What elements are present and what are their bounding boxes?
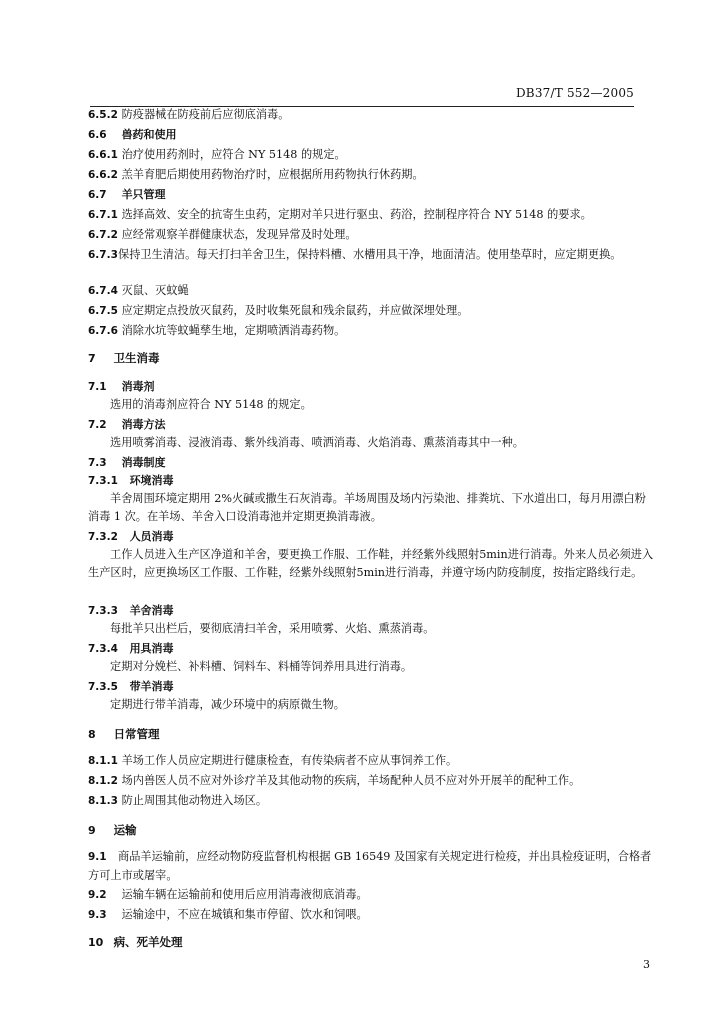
section-number: 7.3 bbox=[88, 457, 107, 469]
section-title: 用具消毒 bbox=[129, 642, 174, 655]
clause-text: 防疫器械在防疫前后应彻底消毒。 bbox=[121, 108, 290, 121]
section-number: 6.7 bbox=[88, 189, 107, 201]
clause-8-1-2 bbox=[88, 772, 654, 790]
clause-text: 选择高效、安全的抗寄生虫药，定期对羊只进行驱虫、药浴，控制程序符合 NY 5148 的要求。 bbox=[121, 208, 592, 221]
clause-number: 9.1 bbox=[88, 851, 107, 863]
clause-6-7-1 bbox=[88, 206, 654, 224]
paragraph-text: 每批羊只出栏后，要彻底清扫羊舍，采用喷雾、火焰、熏蒸消毒。 bbox=[110, 622, 435, 635]
clause-text: 运输车辆在运输前和使用后应用消毒液彻底消毒。 bbox=[121, 888, 368, 901]
clause-text: 消除水坑等蚊蝇孳生地，定期喷洒消毒药物。 bbox=[121, 324, 346, 337]
clause-6-7-3 bbox=[88, 246, 654, 265]
chapter-8 bbox=[88, 726, 654, 743]
paragraph-text: 羊舍周围环境定期用 2%火碱或撒生石灰消毒。羊场周围及场内污染池、排粪坑、下水道出口，每月用漂白粉消毒 1 次。在羊场、羊舍入口设消毒池并定期更换消毒液。 bbox=[88, 492, 646, 523]
chapter-number: 9 bbox=[88, 824, 96, 837]
clause-6-6-1 bbox=[88, 146, 654, 164]
section-number: 7.3.2 bbox=[88, 531, 118, 543]
clause-text: 治疗使用药剂时，应符合 NY 5148 的规定。 bbox=[121, 148, 346, 161]
clause-number: 8.1.1 bbox=[88, 755, 118, 767]
clause-text: 运输途中，不应在城镇和集市停留、饮水和饲喂。 bbox=[121, 908, 368, 921]
paragraph-text: 定期进行带羊消毒，减少环境中的病原微生物。 bbox=[110, 698, 345, 711]
section-6-7 bbox=[88, 186, 654, 204]
section-7-3-5 bbox=[88, 678, 654, 696]
chapter-7 bbox=[88, 350, 654, 367]
paragraph-text: 定期对分娩栏、补料槽、饲料车、料桶等饲养用具进行消毒。 bbox=[110, 660, 413, 673]
clause-number: 6.7.2 bbox=[88, 229, 118, 241]
clause-number: 6.5.2 bbox=[88, 109, 118, 121]
clause-9-3 bbox=[88, 906, 654, 924]
section-title: 消毒方法 bbox=[121, 418, 166, 431]
section-title: 兽药和使用 bbox=[121, 128, 177, 141]
chapter-title: 卫生消毒 bbox=[113, 351, 160, 365]
section-number: 7.2 bbox=[88, 419, 107, 431]
chapter-number: 8 bbox=[88, 728, 96, 741]
clause-number: 8.1.2 bbox=[88, 775, 118, 787]
section-title: 羊只管理 bbox=[121, 188, 166, 201]
chapter-9 bbox=[88, 822, 654, 839]
clause-number: 9.3 bbox=[88, 909, 107, 921]
page-number: 3 bbox=[643, 958, 650, 971]
paragraph bbox=[88, 658, 654, 675]
page-header bbox=[90, 86, 634, 107]
clause-text: 应经常观察羊群健康状态，发现异常及时处理。 bbox=[121, 228, 357, 241]
paragraph bbox=[88, 490, 654, 525]
clause-number: 9.2 bbox=[88, 889, 107, 901]
section-number: 7.1 bbox=[88, 381, 107, 393]
clause-text: 羊场工作人员应定期进行健康检查，有传染病者不应从事饲养工作。 bbox=[121, 754, 458, 767]
clause-6-6-2 bbox=[88, 166, 654, 184]
paragraph bbox=[88, 396, 654, 413]
clause-text: 防止周围其他动物进入场区。 bbox=[121, 794, 268, 807]
clause-text: 应定期定点投放灭鼠药，及时收集死鼠和残余鼠药，并应做深埋处理。 bbox=[121, 304, 469, 317]
section-title: 消毒剂 bbox=[121, 380, 155, 393]
paragraph-text: 工作人员进入生产区净道和羊舍，要更换工作服、工作鞋，并经紫外线照射5min进行消毒。外来人员必须进入生产区时，应更换场区工作服、工作鞋，经紫外线照射5min进行消毒，并遵守场内防疫制度，按指定路线行走。 bbox=[88, 548, 654, 579]
section-7-3-3 bbox=[88, 602, 654, 620]
clause-9-2 bbox=[88, 886, 654, 904]
section-number: 7.3.4 bbox=[88, 643, 118, 655]
clause-8-1-3 bbox=[88, 792, 654, 810]
clause-8-1-1 bbox=[88, 752, 654, 770]
paragraph bbox=[88, 696, 654, 713]
clause-9-1 bbox=[88, 848, 654, 884]
section-number: 7.3.3 bbox=[88, 605, 118, 617]
paragraph bbox=[88, 434, 654, 451]
section-number: 6.6 bbox=[88, 129, 107, 141]
section-number: 7.3.1 bbox=[88, 475, 118, 487]
clause-6-7-4 bbox=[88, 282, 654, 300]
standard-code: DB37/T 552—2005 bbox=[515, 86, 634, 100]
chapter-10 bbox=[88, 934, 654, 951]
paragraph bbox=[88, 546, 654, 581]
clause-number: 6.6.2 bbox=[88, 169, 118, 181]
chapter-title: 病、死羊处理 bbox=[113, 935, 183, 949]
clause-number: 6.7.1 bbox=[88, 209, 118, 221]
clause-number: 6.7.6 bbox=[88, 325, 118, 337]
clause-number: 8.1.3 bbox=[88, 795, 118, 807]
clause-6-7-5 bbox=[88, 302, 654, 320]
section-7-2 bbox=[88, 416, 654, 434]
clause-6-7-2 bbox=[88, 226, 654, 244]
clause-text: 场内兽医人员不应对外诊疗羊及其他动物的疾病，羊场配种人员不应对外开展羊的配种工作。 bbox=[121, 774, 581, 787]
clause-text: 灭鼠、灭蚊蝇 bbox=[121, 284, 189, 297]
section-title: 消毒制度 bbox=[121, 456, 166, 469]
paragraph-text: 选用喷雾消毒、浸液消毒、紫外线消毒、喷洒消毒、火焰消毒、熏蒸消毒其中一种。 bbox=[110, 436, 524, 449]
clause-6-5-2 bbox=[88, 106, 654, 124]
clause-number: 6.7.3 bbox=[88, 249, 118, 261]
clause-text: 商品羊运输前，应经动物防疫监督机构根据 GB 16549 及国家有关规定进行检疫，并出具检疫证明，合格者方可上市或屠宰。 bbox=[88, 850, 652, 882]
chapter-number: 10 bbox=[88, 936, 104, 949]
section-title: 环境消毒 bbox=[129, 474, 174, 487]
section-7-3-1 bbox=[88, 472, 654, 490]
section-7-1 bbox=[88, 378, 654, 396]
section-7-3-2 bbox=[88, 528, 654, 546]
paragraph bbox=[88, 620, 654, 637]
chapter-title: 运输 bbox=[113, 823, 137, 837]
section-6-6 bbox=[88, 126, 654, 144]
section-title: 羊舍消毒 bbox=[129, 604, 174, 617]
section-7-3 bbox=[88, 454, 654, 472]
section-7-3-4 bbox=[88, 640, 654, 658]
paragraph-text: 选用的消毒剂应符合 NY 5148 的规定。 bbox=[110, 398, 312, 411]
clause-text: 羔羊育肥后期使用药物治疗时，应根据所用药物执行休药期。 bbox=[121, 168, 424, 181]
clause-text: 保持卫生清洁。每天打扫羊舍卫生，保持料槽、水槽用具干净，地面清洁。使用垫草时，应定期更换。 bbox=[118, 248, 622, 261]
clause-6-7-6 bbox=[88, 322, 654, 340]
chapter-number: 7 bbox=[88, 352, 96, 365]
section-title: 人员消毒 bbox=[129, 530, 174, 543]
clause-number: 6.7.5 bbox=[88, 305, 118, 317]
clause-number: 6.6.1 bbox=[88, 149, 118, 161]
section-title: 带羊消毒 bbox=[129, 680, 174, 693]
chapter-title: 日常管理 bbox=[113, 727, 160, 741]
clause-number: 6.7.4 bbox=[88, 285, 118, 297]
section-number: 7.3.5 bbox=[88, 681, 118, 693]
